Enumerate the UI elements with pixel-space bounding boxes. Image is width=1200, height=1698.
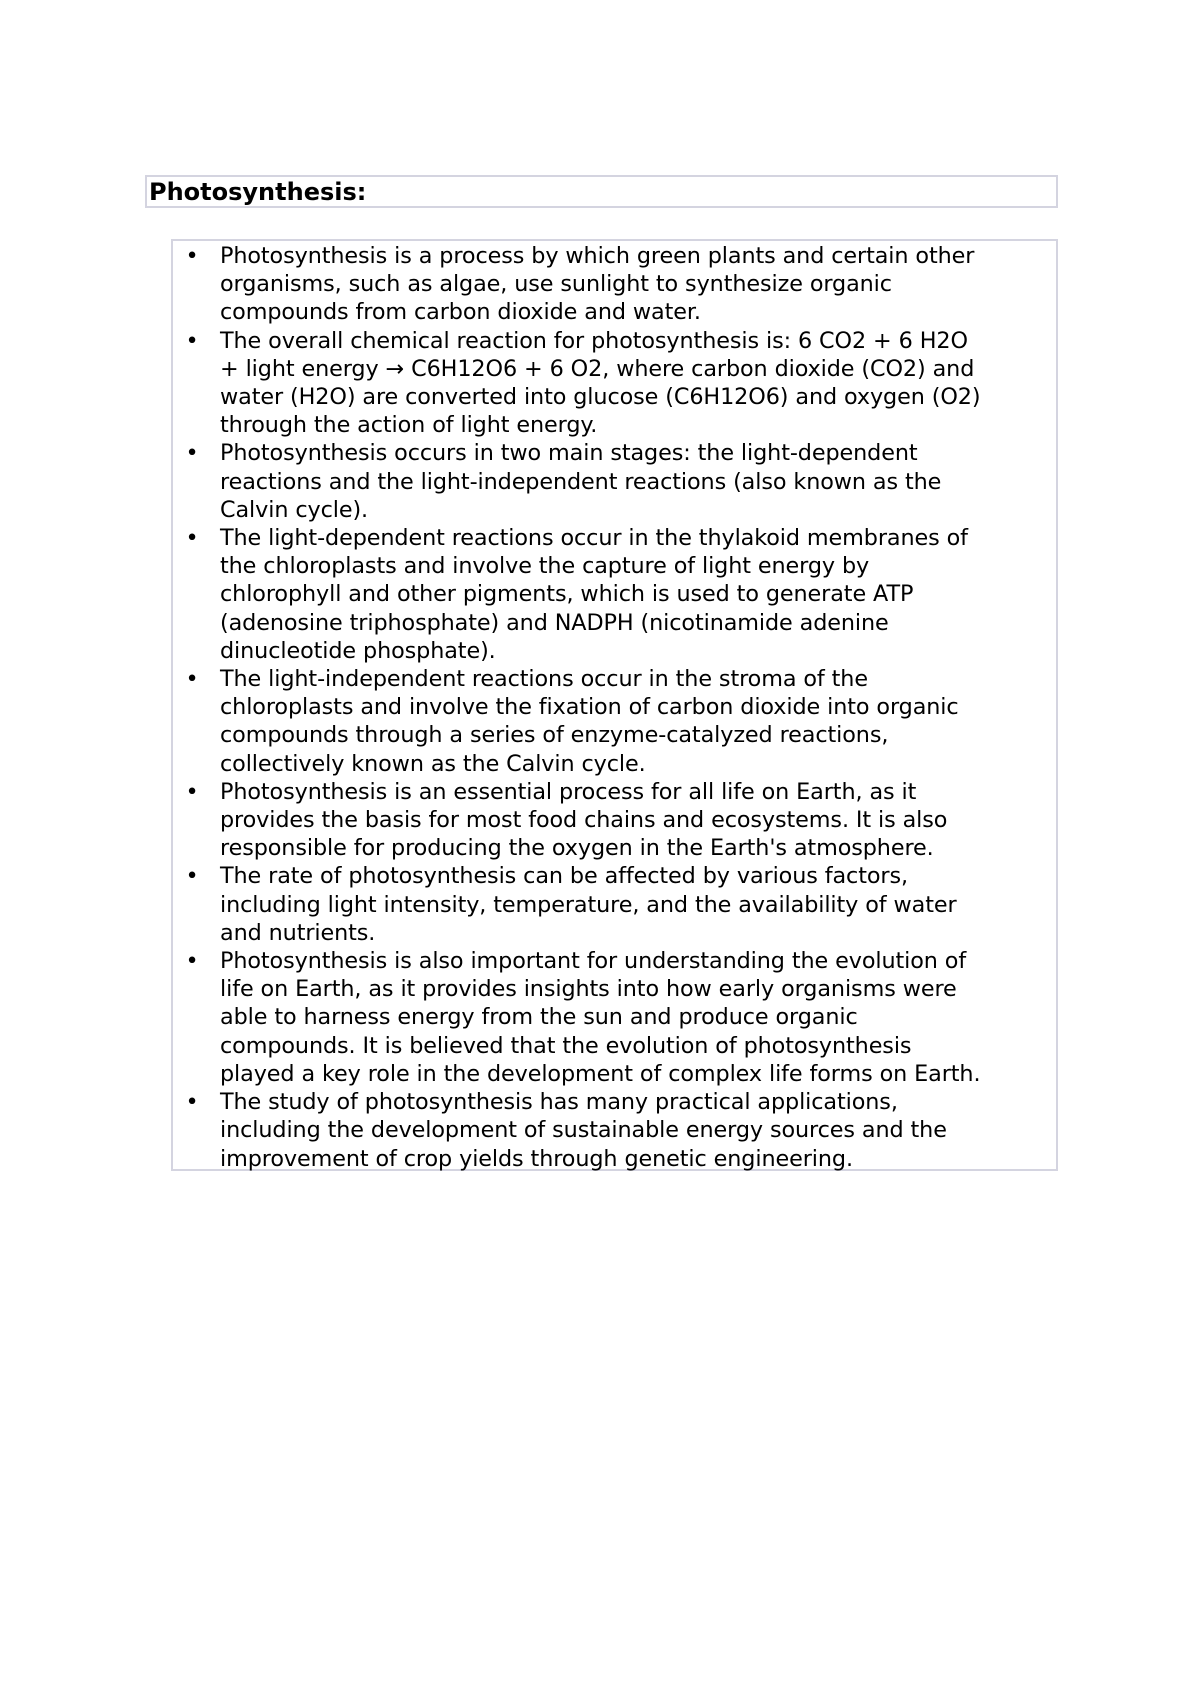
list-item-text-line: reactions and the light-independent reactions (also known as the <box>220 468 942 495</box>
list-item-text-line: The study of photosynthesis has many practical applications, <box>220 1089 898 1116</box>
list-item-text-line: compounds through a series of enzyme-catalyzed reactions, <box>220 722 889 749</box>
list-item-text-line: Calvin cycle). <box>220 496 369 523</box>
bullet-icon: • <box>185 243 199 269</box>
bullet-icon: • <box>185 440 199 467</box>
list-item <box>173 524 1056 665</box>
list-item-text-line: through the action of light energy. <box>220 412 598 439</box>
list-item-text-line: chloroplasts and involve the fixation of carbon dioxide into organic <box>220 694 959 721</box>
list-item-text-line: The rate of photosynthesis can be affected by various factors, <box>220 863 908 890</box>
bullet-list-box <box>171 239 1058 1171</box>
list-item-text-line: responsible for producing the oxygen in the Earth's atmosphere. <box>220 835 934 862</box>
list-item-text-line: Photosynthesis is a process by which green plants and certain other <box>220 243 975 269</box>
list-item-text-line: The light-independent reactions occur in the stroma of the <box>220 666 868 693</box>
bullet-icon: • <box>185 525 199 552</box>
list-item-text-line: chlorophyll and other pigments, which is used to generate ATP <box>220 581 914 608</box>
list-item <box>173 862 1056 947</box>
bullet-list <box>173 242 1056 1173</box>
list-item-text-line: and nutrients. <box>220 919 376 946</box>
list-item-text-line: including light intensity, temperature, and the availability of water <box>220 891 957 918</box>
list-item-text-line: played a key role in the development of complex life forms on Earth. <box>220 1060 981 1087</box>
list-item-text-line: collectively known as the Calvin cycle. <box>220 750 646 777</box>
list-item-text-line: The overall chemical reaction for photosynthesis is: 6 CO2 + 6 H2O <box>220 327 968 354</box>
list-item-text-line: Photosynthesis occurs in two main stages: the light-dependent <box>220 440 918 467</box>
bullet-icon: • <box>185 948 199 975</box>
list-item-text-line: (adenosine triphosphate) and NADPH (nicotinamide adenine <box>220 609 889 636</box>
list-item-text-line: the chloroplasts and involve the capture of light energy by <box>220 553 870 580</box>
list-item <box>173 778 1056 863</box>
bullet-icon: • <box>185 1089 199 1116</box>
list-item-text-line: water (H2O) are converted into glucose (C6H12O6) and oxygen (O2) <box>220 384 981 411</box>
list-item <box>173 439 1056 524</box>
bullet-icon: • <box>185 863 199 890</box>
list-item-text-line: The light-dependent reactions occur in the thylakoid membranes of <box>220 525 968 552</box>
list-item-text-line: provides the basis for most food chains and ecosystems. It is also <box>220 807 948 834</box>
bullet-icon: • <box>185 327 199 354</box>
bullet-icon: • <box>185 778 199 805</box>
list-item-text-line: life on Earth, as it provides insights into how early organisms were <box>220 976 957 1003</box>
page-title: Photosynthesis: <box>149 178 367 206</box>
bullet-icon: • <box>185 666 199 693</box>
list-item-text-line: improvement of crop yields through genetic engineering. <box>220 1145 853 1172</box>
list-item <box>173 327 1056 440</box>
list-item-text-line: Photosynthesis is also important for understanding the evolution of <box>220 948 967 975</box>
list-item-text-line: compounds from carbon dioxide and water. <box>220 299 701 326</box>
list-item-text-line: Photosynthesis is an essential process for all life on Earth, as it <box>220 778 917 805</box>
list-item <box>173 242 1056 327</box>
list-item <box>173 665 1056 778</box>
list-item-text-line: compounds. It is believed that the evolution of photosynthesis <box>220 1032 912 1059</box>
list-item-text-line: organisms, such as algae, use sunlight to synthesize organic <box>220 271 892 298</box>
list-item-text-line: including the development of sustainable energy sources and the <box>220 1117 947 1144</box>
list-item-text-line: dinucleotide phosphate). <box>220 637 496 664</box>
list-item <box>173 947 1056 1088</box>
list-item-text-line: able to harness energy from the sun and produce organic <box>220 1004 858 1031</box>
list-item <box>173 1088 1056 1173</box>
title-box <box>145 175 1058 208</box>
list-item-text-line: + light energy → C6H12O6 + 6 O2, where carbon dioxide (CO2) and <box>220 355 975 382</box>
